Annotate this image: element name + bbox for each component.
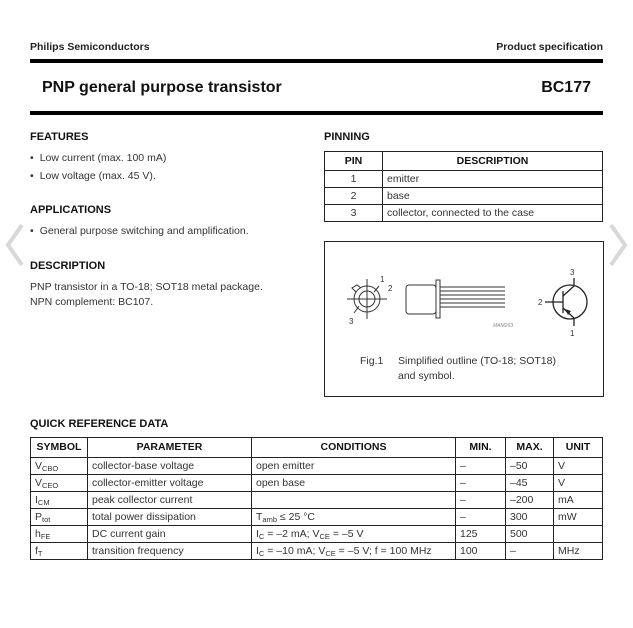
max-cell: –: [506, 543, 554, 560]
condition-text: I: [256, 544, 259, 557]
min-cell: 100: [456, 543, 506, 560]
figure-box: [324, 241, 604, 397]
figure-caption-line: and symbol.: [398, 370, 455, 382]
condition-subscript: C: [258, 548, 265, 558]
application-item: • General purpose switching and amplification.: [30, 225, 249, 237]
pinning-heading: PINNING: [324, 131, 370, 143]
symbol-pin-1-label: 1: [570, 329, 575, 338]
figure-code: MAM263: [493, 323, 514, 329]
chevron-right-icon[interactable]: [607, 221, 629, 269]
symbol-cell: [31, 526, 88, 543]
description-line: PNP transistor in a TO-18; SOT18 metal package.: [30, 281, 263, 293]
figure-label: Fig.1: [360, 355, 384, 367]
table-row: [325, 188, 603, 205]
table-row: [31, 475, 603, 492]
description-heading: DESCRIPTION: [30, 260, 106, 272]
min-column-header: MIN.: [456, 438, 506, 458]
symbol-cell: [31, 543, 88, 560]
side-view-icon: [406, 280, 505, 318]
max-cell: 500: [506, 526, 554, 543]
pin-number: 1: [325, 171, 383, 188]
max-cell: 300: [506, 509, 554, 526]
max-column-header: MAX.: [506, 438, 554, 458]
unit-cell: [554, 526, 603, 543]
part-number: BC177: [541, 79, 591, 96]
max-cell: –50: [506, 458, 554, 475]
conditions-column-header: CONDITIONS: [252, 438, 456, 458]
symbol-subscript: T: [37, 548, 43, 558]
conditions-cell: [252, 509, 456, 526]
symbol-subscript: CM: [37, 497, 50, 507]
unit-cell: mA: [554, 492, 603, 509]
min-cell: –: [456, 492, 506, 509]
condition-text: = –10 mA; V: [264, 544, 326, 557]
unit-cell: MHz: [554, 543, 603, 560]
symbol-text: V: [35, 459, 43, 472]
symbol-pin-3-label: 3: [570, 268, 575, 277]
conditions-cell: [252, 492, 456, 509]
max-cell: –200: [506, 492, 554, 509]
outline-pin-3-label: 3: [349, 317, 354, 326]
symbol-cell: [31, 475, 88, 492]
unit-cell: V: [554, 475, 603, 492]
symbol-text: P: [35, 510, 43, 523]
symbol-text: I: [35, 493, 38, 506]
condition-subscript: CE: [325, 548, 336, 558]
table-row: [325, 205, 603, 222]
figure-caption-line: Simplified outline (TO-18; SOT18): [398, 355, 556, 367]
unit-cell: mW: [554, 509, 603, 526]
outline-pin-2-label: 2: [388, 284, 393, 293]
description-line: NPN complement: BC107.: [30, 296, 154, 308]
parameter-cell: transition frequency: [88, 543, 252, 560]
condition-text: T: [256, 510, 263, 523]
page-title: PNP general purpose transistor: [42, 79, 282, 96]
pin-description: base: [383, 188, 603, 205]
symbol-cell: [31, 509, 88, 526]
table-row: [31, 526, 603, 543]
table-row: [325, 171, 603, 188]
symbol-text: V: [35, 476, 43, 489]
bottom-view-icon: [347, 279, 387, 319]
condition-text: = –5 V: [329, 527, 364, 540]
symbol-subscript: tot: [42, 514, 51, 524]
symbol-cell: [31, 458, 88, 475]
pnp-transistor-symbol-icon: [545, 278, 587, 326]
min-cell: –: [456, 509, 506, 526]
condition-text: I: [256, 527, 259, 540]
unit-column-header: UNIT: [554, 438, 603, 458]
parameter-cell: collector-base voltage: [88, 458, 252, 475]
description-column-header: DESCRIPTION: [383, 152, 603, 171]
pin-description: emitter: [383, 171, 603, 188]
outline-pin-1-label: 1: [380, 275, 385, 284]
min-cell: –: [456, 458, 506, 475]
symbol-text: f: [35, 544, 38, 557]
conditions-cell: [252, 543, 456, 560]
header-rule-bottom: [30, 111, 603, 115]
table-row: [31, 492, 603, 509]
parameter-cell: peak collector current: [88, 492, 252, 509]
document-type: Product specification: [496, 41, 603, 53]
parameter-column-header: PARAMETER: [88, 438, 252, 458]
header-rule-top: [30, 59, 603, 63]
symbol-text: h: [35, 527, 41, 540]
quick-reference-heading: QUICK REFERENCE DATA: [30, 418, 169, 430]
pin-number: 3: [325, 205, 383, 222]
table-row: [31, 509, 603, 526]
table-row: [31, 458, 603, 475]
company-name: Philips Semiconductors: [30, 41, 150, 53]
table-row: [31, 543, 603, 560]
conditions-cell: [252, 526, 456, 543]
parameter-cell: DC current gain: [88, 526, 252, 543]
quick-reference-table: [30, 437, 603, 560]
min-cell: 125: [456, 526, 506, 543]
condition-text: = –5 V; f = 100 MHz: [335, 544, 432, 557]
symbol-subscript: FE: [40, 531, 51, 541]
conditions-cell: open base: [252, 475, 456, 492]
features-heading: FEATURES: [30, 131, 89, 143]
pin-description: collector, connected to the case: [383, 205, 603, 222]
conditions-cell: open emitter: [252, 458, 456, 475]
applications-heading: APPLICATIONS: [30, 204, 112, 216]
condition-subscript: C: [258, 531, 265, 541]
pin-number: 2: [325, 188, 383, 205]
symbol-pin-2-label: 2: [538, 298, 543, 307]
chevron-left-icon[interactable]: [4, 221, 26, 269]
transistor-outline-drawing: [325, 242, 603, 396]
pinning-table: [324, 151, 603, 222]
symbol-cell: [31, 492, 88, 509]
feature-item: • Low current (max. 100 mA): [30, 152, 166, 164]
symbol-column-header: SYMBOL: [31, 438, 88, 458]
parameter-cell: collector-emitter voltage: [88, 475, 252, 492]
condition-text: = –2 mA; V: [264, 527, 320, 540]
pin-column-header: PIN: [325, 152, 383, 171]
max-cell: –45: [506, 475, 554, 492]
condition-text: ≤ 25 °C: [277, 510, 315, 523]
unit-cell: V: [554, 458, 603, 475]
parameter-cell: total power dissipation: [88, 509, 252, 526]
condition-subscript: CE: [319, 531, 330, 541]
feature-item: • Low voltage (max. 45 V).: [30, 170, 156, 182]
min-cell: –: [456, 475, 506, 492]
symbol-subscript: CBO: [42, 463, 59, 473]
symbol-subscript: CEO: [42, 480, 59, 490]
condition-subscript: amb: [262, 514, 278, 524]
